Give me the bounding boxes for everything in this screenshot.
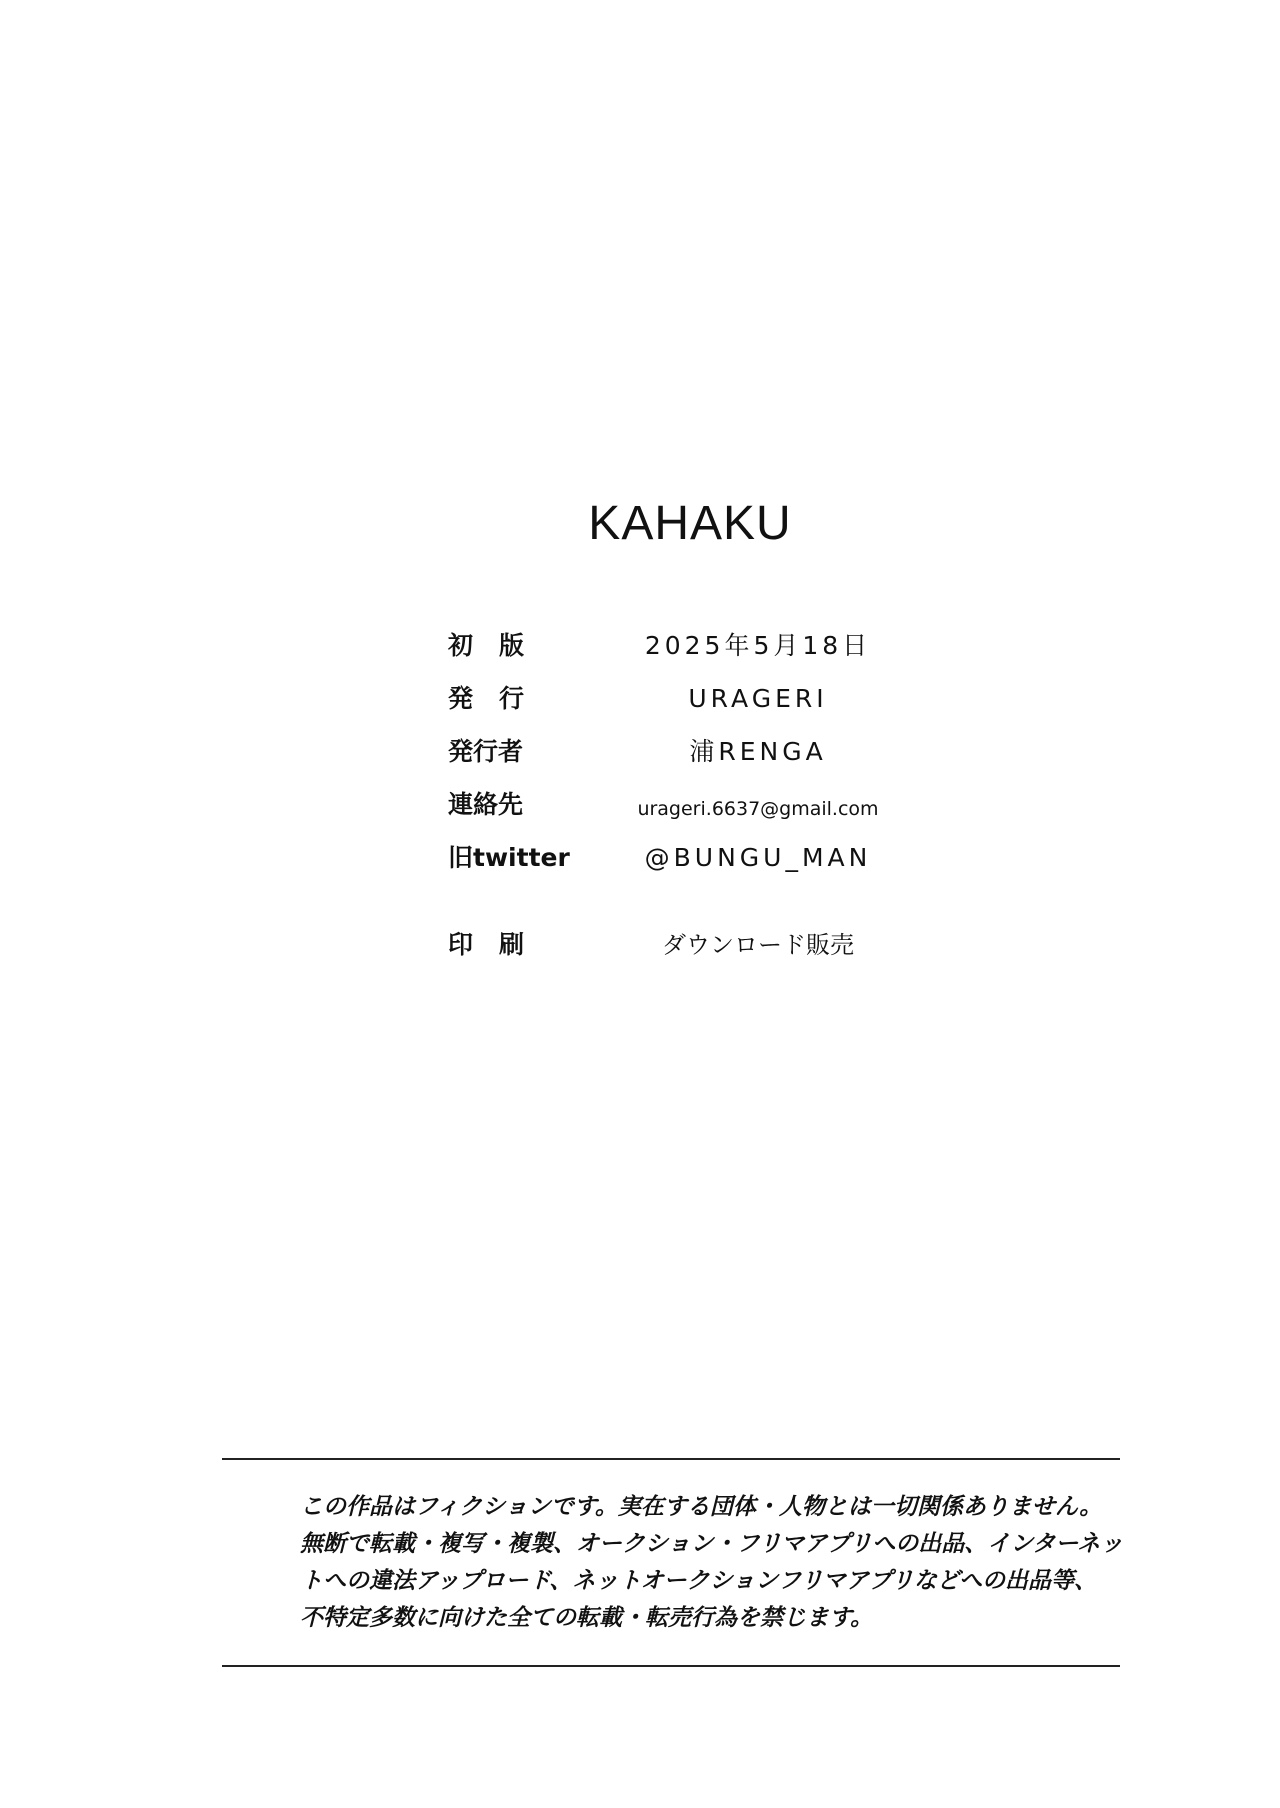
colophon-row-publisher (448, 683, 968, 736)
colophon-label-first-edition: 初版 (448, 631, 551, 660)
contact-email: urageri.6637@gmail.com (637, 798, 879, 820)
disclaimer-line: 不特定多数に向けた全ての転載・転売行為を禁じます。 (300, 1604, 874, 1631)
colophon-row-first-edition (448, 630, 968, 683)
disclaimer-notice (300, 1488, 1124, 1636)
notice-top-divider (222, 1458, 1120, 1460)
colophon-row-printing (448, 929, 968, 982)
colophon-label-printing: 印刷 (448, 930, 551, 959)
colophon-value-publisher: URAGERI (688, 684, 828, 713)
twitter-handle: @BUNGU_MAN (644, 843, 872, 872)
colophon-row-contact (448, 789, 968, 842)
colophon-label-publisher: 発行 (448, 684, 551, 713)
colophon-value-issuer: 浦RENGA (689, 737, 827, 766)
colophon-value-printing: ダウンロード販売 (662, 931, 854, 959)
disclaimer-line: トへの違法アップロード、ネットオークションフリマアプリなどへの出品等、 (300, 1567, 1097, 1594)
colophon-label-issuer: 発行者 (448, 737, 524, 766)
page-title: KAHAKU (588, 497, 792, 550)
disclaimer-line: 無断で転載・複写・複製、オークション・フリマアプリへの出品、インターネッ (300, 1530, 1124, 1557)
disclaimer-line: この作品はフィクションです。実在する団体・人物とは一切関係ありません。 (300, 1493, 1103, 1520)
colophon-label-contact: 連絡先 (448, 790, 524, 819)
colophon-value-first-edition: 2025年5月18日 (644, 631, 872, 660)
colophon-table (448, 630, 968, 982)
colophon-row-twitter (448, 842, 968, 895)
notice-bottom-divider (222, 1665, 1120, 1667)
colophon-row-issuer (448, 736, 968, 789)
colophon-label-twitter: 旧twitter (448, 843, 570, 872)
